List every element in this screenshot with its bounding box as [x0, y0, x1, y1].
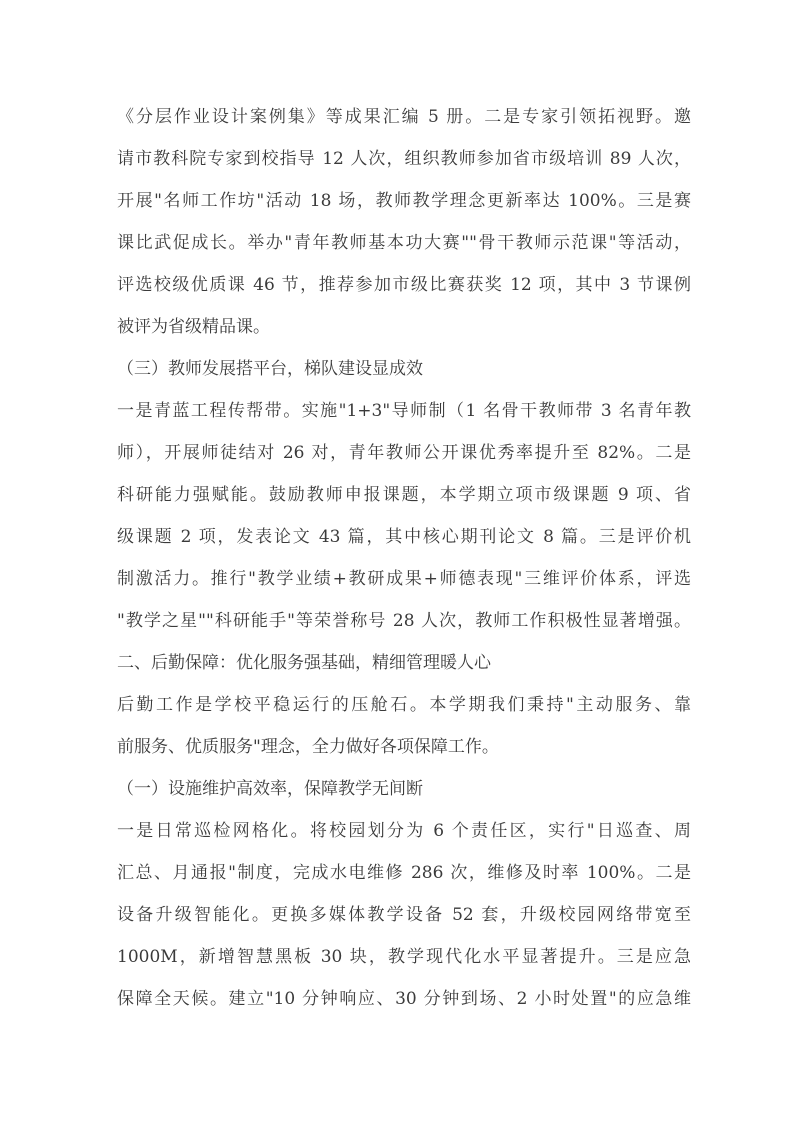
- text-line: 级课题 2 项，发表论文 43 篇，其中核心期刊论文 8 篇。三是评价机: [117, 527, 691, 547]
- text-line: 1000M，新增智慧黑板 30 块，教学现代化水平显著提升。三是应急: [117, 947, 691, 967]
- text-line: 课比武促成长。举办"青年教师基本功大赛""骨干教师示范课"等活动，: [117, 233, 691, 253]
- document-text-block: [117, 96, 691, 1020]
- text-line: 开展"名师工作坊"活动 18 场，教师教学理念更新率达 100%。三是赛: [117, 191, 691, 211]
- text-line: 保障全天候。建立"10 分钟响应、30 分钟到场、2 小时处置"的应急维: [117, 989, 691, 1009]
- text-line: 评选校级优质课 46 节，推荐参加市级比赛获奖 12 项，其中 3 节课例: [117, 275, 691, 295]
- text-line: "教学之星""科研能手"等荣誉称号 28 人次，教师工作积极性显著增强。: [117, 611, 691, 631]
- heading-line: （一）设施维护高效率，保障教学无间断: [117, 779, 423, 799]
- text-line: 请市教科院专家到校指导 12 人次，组织教师参加省市级培训 89 人次，: [117, 149, 691, 169]
- text-line: 科研能力强赋能。鼓励教师申报课题，本学期立项市级课题 9 项、省: [117, 485, 691, 505]
- text-line: 一是日常巡检网格化。将校园划分为 6 个责任区，实行"日巡查、周: [117, 821, 691, 841]
- heading-line: 二、后勤保障：优化服务强基础，精细管理暖人心: [117, 653, 491, 673]
- text-line: 《分层作业设计案例集》等成果汇编 5 册。二是专家引领拓视野。邀: [117, 107, 691, 127]
- text-line: 制激活力。推行"教学业绩+教研成果+师德表现"三维评价体系，评选: [117, 569, 691, 589]
- text-line: 一是青蓝工程传帮带。实施"1+3"导师制（1 名骨干教师带 3 名青年教: [117, 401, 691, 421]
- text-line: 设备升级智能化。更换多媒体教学设备 52 套，升级校园网络带宽至: [117, 905, 691, 925]
- text-line: 汇总、月通报"制度，完成水电维修 286 次，维修及时率 100%。二是: [117, 863, 691, 883]
- text-line: 前服务、优质服务"理念，全力做好各项保障工作。: [117, 737, 499, 757]
- text-line: 被评为省级精品课。: [117, 317, 270, 337]
- heading-line: （三）教师发展搭平台，梯队建设显成效: [117, 359, 423, 379]
- text-line: 师），开展师徒结对 26 对，青年教师公开课优秀率提升至 82%。二是: [117, 443, 691, 463]
- text-line: 后勤工作是学校平稳运行的压舱石。本学期我们秉持"主动服务、靠: [117, 695, 691, 715]
